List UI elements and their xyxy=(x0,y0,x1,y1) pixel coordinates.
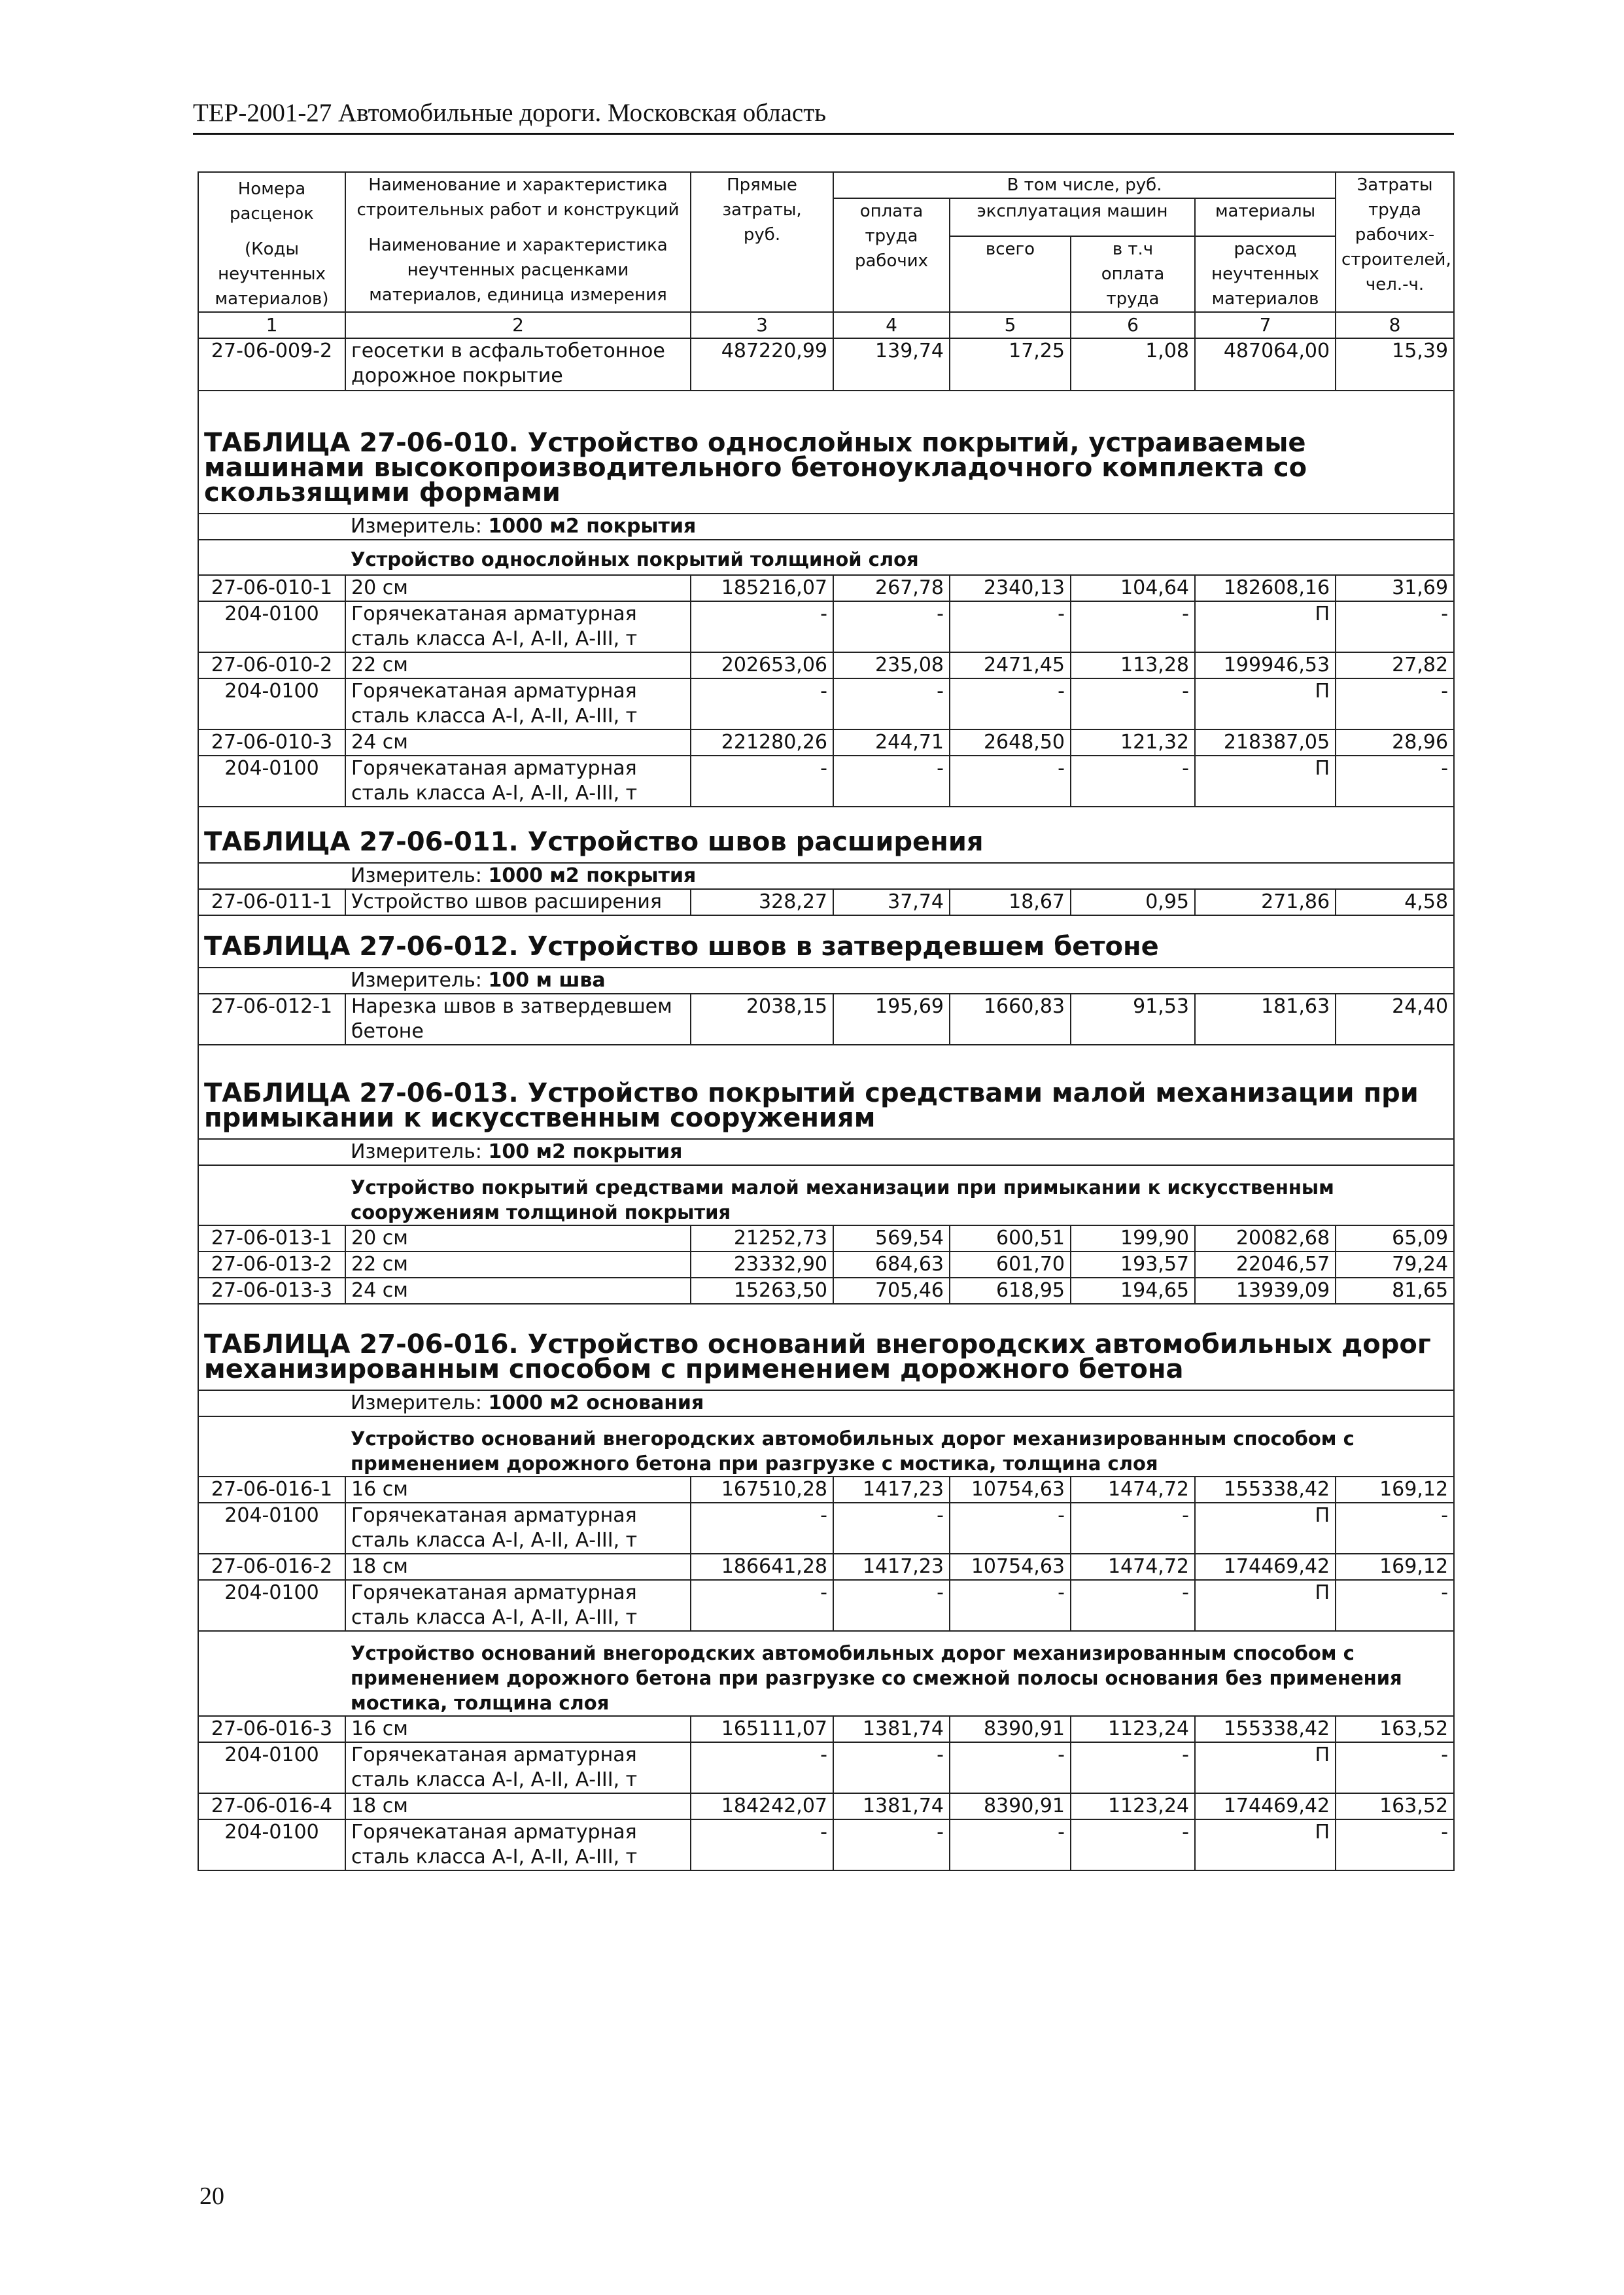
material-name: Горячекатаная арматурная сталь класса А-I, А-II, А-III, т xyxy=(345,678,691,729)
col-number: 4 xyxy=(833,312,950,338)
direct-cost: 165111,07 xyxy=(691,1716,833,1742)
column-header-row-1 xyxy=(198,172,1454,198)
rate-name: Нарезка швов в затвердевшем бетоне xyxy=(345,994,691,1045)
wages-cost: 235,08 xyxy=(833,652,950,678)
materials-cost: 174469,42 xyxy=(1195,1554,1336,1580)
rate-name: 20 см xyxy=(345,1225,691,1252)
direct-cost: - xyxy=(691,1580,833,1631)
wages-cost: 569,54 xyxy=(833,1225,950,1252)
rates-grid xyxy=(198,171,1455,1871)
measure-label: Измеритель: xyxy=(351,864,482,887)
material-row xyxy=(198,678,1454,729)
materials-cost: 155338,42 xyxy=(1195,1716,1336,1742)
rate-name: 24 см xyxy=(345,1278,691,1304)
labor-hours: - xyxy=(1336,1819,1454,1870)
labor-hours: - xyxy=(1336,601,1454,652)
machines-cost: 10754,63 xyxy=(950,1477,1071,1503)
col-number: 3 xyxy=(691,312,833,338)
machines-wages-cost: - xyxy=(1071,1503,1195,1554)
direct-cost: - xyxy=(691,756,833,807)
labor-hours: 79,24 xyxy=(1336,1252,1454,1278)
subhead: Устройство покрытий средствами малой механизации при примыкании к искусственным сооружениям толщиной покрытия xyxy=(198,1165,1454,1225)
rate-name: 22 см xyxy=(345,652,691,678)
rate-code: 27-06-013-3 xyxy=(198,1278,345,1304)
wages-cost: 139,74 xyxy=(833,338,950,391)
wages-cost: 244,71 xyxy=(833,729,950,756)
materials-cost: 218387,05 xyxy=(1195,729,1336,756)
wages-cost: 267,78 xyxy=(833,575,950,601)
machines-wages-cost: - xyxy=(1071,678,1195,729)
wages-cost: 705,46 xyxy=(833,1278,950,1304)
material-row xyxy=(198,601,1454,652)
material-code: 204-0100 xyxy=(198,1580,345,1631)
table-row xyxy=(198,1554,1454,1580)
measure-unit xyxy=(198,1390,1454,1416)
measure-value: 100 м2 покрытия xyxy=(488,1140,683,1163)
machines-cost: 2648,50 xyxy=(950,729,1071,756)
machines-cost: - xyxy=(950,1503,1071,1554)
labor-hours: - xyxy=(1336,1580,1454,1631)
machines-wages-cost: - xyxy=(1071,1742,1195,1793)
wages-cost: - xyxy=(833,1503,950,1554)
wages-cost: 684,63 xyxy=(833,1252,950,1278)
wages-cost: - xyxy=(833,1819,950,1870)
col-head-name xyxy=(345,172,691,312)
materials-cost: П xyxy=(1195,1503,1336,1554)
machines-cost: - xyxy=(950,1819,1071,1870)
materials-cost: 199946,53 xyxy=(1195,652,1336,678)
material-name: Горячекатаная арматурная сталь класса А-I, А-II, А-III, т xyxy=(345,1503,691,1554)
machines-wages-cost: 104,64 xyxy=(1071,575,1195,601)
machines-cost: 8390,91 xyxy=(950,1716,1071,1742)
machines-cost: 18,67 xyxy=(950,889,1071,915)
header-rule xyxy=(193,133,1454,135)
table-title: ТАБЛИЦА 27-06-013. Устройство покрытий средствами малой механизации при примыкании к искусственным сооружениям xyxy=(198,1045,1454,1139)
material-code: 204-0100 xyxy=(198,1819,345,1870)
wages-cost: 1417,23 xyxy=(833,1554,950,1580)
direct-cost: - xyxy=(691,678,833,729)
material-code: 204-0100 xyxy=(198,1503,345,1554)
machines-cost: 2471,45 xyxy=(950,652,1071,678)
machines-cost: - xyxy=(950,1742,1071,1793)
material-row xyxy=(198,1819,1454,1870)
rate-code: 27-06-011-1 xyxy=(198,889,345,915)
table-title: ТАБЛИЦА 27-06-011. Устройство швов расширения xyxy=(198,807,1454,863)
measure-label: Измеритель: xyxy=(351,969,482,992)
direct-cost: 186641,28 xyxy=(691,1554,833,1580)
rate-code: 27-06-010-1 xyxy=(198,575,345,601)
rates-table xyxy=(198,171,1453,1871)
direct-cost: 185216,07 xyxy=(691,575,833,601)
wages-cost: 1381,74 xyxy=(833,1716,950,1742)
labor-hours: - xyxy=(1336,1503,1454,1554)
rate-name: 18 см xyxy=(345,1554,691,1580)
machines-cost: 1660,83 xyxy=(950,994,1071,1045)
table-row xyxy=(198,575,1454,601)
material-row xyxy=(198,756,1454,807)
wages-cost: - xyxy=(833,756,950,807)
rate-name: 22 см xyxy=(345,1252,691,1278)
table-row xyxy=(198,338,1454,391)
labor-hours: - xyxy=(1336,756,1454,807)
rate-name: Устройство швов расширения xyxy=(345,889,691,915)
materials-cost: 182608,16 xyxy=(1195,575,1336,601)
col-number: 1 xyxy=(198,312,345,338)
table-title-row xyxy=(198,391,1454,514)
measure-value: 1000 м2 покрытия xyxy=(488,515,697,538)
machines-wages-cost: 1123,24 xyxy=(1071,1793,1195,1819)
labor-hours: - xyxy=(1336,1742,1454,1793)
table-title: ТАБЛИЦА 27-06-016. Устройство оснований внегородских автомобильных дорог механизированным способом с применением дорожного бетона xyxy=(198,1304,1454,1390)
direct-cost: - xyxy=(691,1819,833,1870)
col-head-incl: В том числе, руб. xyxy=(833,172,1336,198)
measure-label: Измеритель: xyxy=(351,1140,482,1163)
measure-row xyxy=(198,514,1454,540)
direct-cost: 487220,99 xyxy=(691,338,833,391)
direct-cost: - xyxy=(691,1742,833,1793)
direct-cost: - xyxy=(691,1503,833,1554)
wages-cost: - xyxy=(833,1742,950,1793)
rate-name: 16 см xyxy=(345,1716,691,1742)
measure-row xyxy=(198,1390,1454,1416)
material-row xyxy=(198,1503,1454,1554)
machines-cost: - xyxy=(950,601,1071,652)
labor-hours: - xyxy=(1336,678,1454,729)
materials-cost: П xyxy=(1195,756,1336,807)
machines-cost: 618,95 xyxy=(950,1278,1071,1304)
table-row xyxy=(198,889,1454,915)
materials-cost: 271,86 xyxy=(1195,889,1336,915)
table-row xyxy=(198,1793,1454,1819)
materials-cost: 13939,09 xyxy=(1195,1278,1336,1304)
labor-hours: 24,40 xyxy=(1336,994,1454,1045)
measure-label: Измеритель: xyxy=(351,1392,482,1414)
measure-label: Измеритель: xyxy=(351,515,482,538)
labor-hours: 169,12 xyxy=(1336,1554,1454,1580)
col-number: 5 xyxy=(950,312,1071,338)
direct-cost: 2038,15 xyxy=(691,994,833,1045)
table-title-row xyxy=(198,1045,1454,1139)
col-head-labor: Затраты труда рабочих-строителей, чел.-ч. xyxy=(1336,172,1454,312)
labor-hours: 31,69 xyxy=(1336,575,1454,601)
machines-wages-cost: - xyxy=(1071,1819,1195,1870)
labor-hours: 81,65 xyxy=(1336,1278,1454,1304)
materials-cost: П xyxy=(1195,678,1336,729)
subhead-row xyxy=(198,1631,1454,1716)
col-head-machines-wages: в т.ч оплата труда xyxy=(1071,236,1195,312)
material-code: 204-0100 xyxy=(198,1742,345,1793)
col-head-direct: Прямые затраты, руб. xyxy=(691,172,833,312)
wages-cost: 195,69 xyxy=(833,994,950,1045)
table-title-row xyxy=(198,915,1454,968)
table-title-row xyxy=(198,1304,1454,1390)
machines-cost: 10754,63 xyxy=(950,1554,1071,1580)
table-row xyxy=(198,652,1454,678)
machines-wages-cost: 199,90 xyxy=(1071,1225,1195,1252)
machines-cost: 2340,13 xyxy=(950,575,1071,601)
table-row xyxy=(198,1278,1454,1304)
measure-row xyxy=(198,968,1454,994)
machines-cost: - xyxy=(950,1580,1071,1631)
machines-wages-cost: 91,53 xyxy=(1071,994,1195,1045)
direct-cost: 328,27 xyxy=(691,889,833,915)
measure-unit xyxy=(198,968,1454,994)
col-head-code xyxy=(198,172,345,312)
subhead-row xyxy=(198,540,1454,575)
wages-cost: 1381,74 xyxy=(833,1793,950,1819)
table-title: ТАБЛИЦА 27-06-012. Устройство швов в затвердевшем бетоне xyxy=(198,915,1454,968)
material-name: Горячекатаная арматурная сталь класса А-I, А-II, А-III, т xyxy=(345,1580,691,1631)
materials-cost: 22046,57 xyxy=(1195,1252,1336,1278)
machines-wages-cost: 1474,72 xyxy=(1071,1477,1195,1503)
wages-cost: - xyxy=(833,1580,950,1631)
measure-value: 100 м шва xyxy=(488,969,606,992)
labor-hours: 28,96 xyxy=(1336,729,1454,756)
direct-cost: 202653,06 xyxy=(691,652,833,678)
page-number: 20 xyxy=(199,2182,224,2210)
direct-cost: 23332,90 xyxy=(691,1252,833,1278)
machines-wages-cost: - xyxy=(1071,601,1195,652)
machines-cost: 601,70 xyxy=(950,1252,1071,1278)
material-code: 204-0100 xyxy=(198,601,345,652)
material-row xyxy=(198,1742,1454,1793)
measure-unit xyxy=(198,514,1454,540)
direct-cost: 221280,26 xyxy=(691,729,833,756)
direct-cost: 15263,50 xyxy=(691,1278,833,1304)
running-header: ТЕР-2001-27 Автомобильные дороги. Московская область xyxy=(193,99,827,127)
materials-cost: 155338,42 xyxy=(1195,1477,1336,1503)
rate-name: геосетки в асфальтобетонное дорожное покрытие xyxy=(345,338,691,391)
table-row xyxy=(198,1252,1454,1278)
measure-value: 1000 м2 основания xyxy=(488,1392,704,1414)
col-head-code-label: Номера расценок xyxy=(229,179,315,224)
machines-wages-cost: 113,28 xyxy=(1071,652,1195,678)
machines-cost: - xyxy=(950,756,1071,807)
labor-hours: 65,09 xyxy=(1336,1225,1454,1252)
wages-cost: 37,74 xyxy=(833,889,950,915)
rate-code: 27-06-016-4 xyxy=(198,1793,345,1819)
col-number: 8 xyxy=(1336,312,1454,338)
labor-hours: 163,52 xyxy=(1336,1716,1454,1742)
table-title-row xyxy=(198,807,1454,863)
machines-wages-cost: 1474,72 xyxy=(1071,1554,1195,1580)
rate-name: 20 см xyxy=(345,575,691,601)
material-name: Горячекатаная арматурная сталь класса А-I, А-II, А-III, т xyxy=(345,756,691,807)
materials-cost: П xyxy=(1195,1580,1336,1631)
machines-wages-cost: - xyxy=(1071,756,1195,807)
labor-hours: 163,52 xyxy=(1336,1793,1454,1819)
subhead: Устройство оснований внегородских автомобильных дорог механизированным способом с применением дорожного бетона при разгрузке со смежной полосы основания без применения мостика, толщина слоя xyxy=(198,1631,1454,1716)
machines-cost: 17,25 xyxy=(950,338,1071,391)
table-title: ТАБЛИЦА 27-06-010. Устройство однослойных покрытий, устраиваемые машинами высокопроизводительного бетоноукладочного комплекта со скользящими формами xyxy=(198,391,1454,514)
materials-cost: 487064,00 xyxy=(1195,338,1336,391)
machines-wages-cost: - xyxy=(1071,1580,1195,1631)
machines-wages-cost: 193,57 xyxy=(1071,1252,1195,1278)
rate-name: 24 см xyxy=(345,729,691,756)
col-head-materials-sub: расход неучтенных материалов xyxy=(1195,236,1336,312)
machines-wages-cost: 1,08 xyxy=(1071,338,1195,391)
materials-cost: П xyxy=(1195,1819,1336,1870)
rate-code: 27-06-013-1 xyxy=(198,1225,345,1252)
machines-wages-cost: 0,95 xyxy=(1071,889,1195,915)
measure-value: 1000 м2 покрытия xyxy=(488,864,697,887)
labor-hours: 169,12 xyxy=(1336,1477,1454,1503)
col-head-machines: эксплуатация машин xyxy=(950,198,1195,236)
machines-wages-cost: 121,32 xyxy=(1071,729,1195,756)
subhead-row xyxy=(198,1165,1454,1225)
rate-code: 27-06-009-2 xyxy=(198,338,345,391)
materials-cost: 20082,68 xyxy=(1195,1225,1336,1252)
labor-hours: 4,58 xyxy=(1336,889,1454,915)
rate-code: 27-06-012-1 xyxy=(198,994,345,1045)
col-head-name-label: Наименование и характеристика строительных работ и конструкций xyxy=(356,175,680,220)
direct-cost: 21252,73 xyxy=(691,1225,833,1252)
labor-hours: 15,39 xyxy=(1336,338,1454,391)
material-code: 204-0100 xyxy=(198,678,345,729)
material-code: 204-0100 xyxy=(198,756,345,807)
rate-name: 16 см xyxy=(345,1477,691,1503)
subhead: Устройство однослойных покрытий толщиной слоя xyxy=(198,540,1454,575)
col-head-materials: материалы xyxy=(1195,198,1336,236)
measure-unit xyxy=(198,1139,1454,1165)
machines-cost: 8390,91 xyxy=(950,1793,1071,1819)
col-head-wages: оплата труда рабочих xyxy=(833,198,950,312)
material-row xyxy=(198,1580,1454,1631)
materials-cost: П xyxy=(1195,1742,1336,1793)
col-number: 2 xyxy=(345,312,691,338)
wages-cost: - xyxy=(833,678,950,729)
materials-cost: П xyxy=(1195,601,1336,652)
measure-unit xyxy=(198,863,1454,889)
rate-code: 27-06-016-3 xyxy=(198,1716,345,1742)
rate-code: 27-06-016-1 xyxy=(198,1477,345,1503)
machines-wages-cost: 1123,24 xyxy=(1071,1716,1195,1742)
materials-cost: 181,63 xyxy=(1195,994,1336,1045)
direct-cost: 184242,07 xyxy=(691,1793,833,1819)
col-number: 6 xyxy=(1071,312,1195,338)
table-row xyxy=(198,729,1454,756)
table-row xyxy=(198,1477,1454,1503)
measure-row xyxy=(198,863,1454,889)
table-row xyxy=(198,1225,1454,1252)
machines-wages-cost: 194,65 xyxy=(1071,1278,1195,1304)
col-head-machines-total: всего xyxy=(950,236,1071,312)
materials-cost: 174469,42 xyxy=(1195,1793,1336,1819)
material-name: Горячекатаная арматурная сталь класса А-I, А-II, А-III, т xyxy=(345,601,691,652)
direct-cost: - xyxy=(691,601,833,652)
measure-row xyxy=(198,1139,1454,1165)
col-head-code-sub: (Коды неучтенных материалов) xyxy=(215,239,329,309)
rate-name: 18 см xyxy=(345,1793,691,1819)
wages-cost: 1417,23 xyxy=(833,1477,950,1503)
subhead-row xyxy=(198,1416,1454,1477)
rate-code: 27-06-016-2 xyxy=(198,1554,345,1580)
direct-cost: 167510,28 xyxy=(691,1477,833,1503)
subhead: Устройство оснований внегородских автомобильных дорог механизированным способом с применением дорожного бетона при разгрузке с мостика, толщина слоя xyxy=(198,1416,1454,1477)
wages-cost: - xyxy=(833,601,950,652)
machines-cost: - xyxy=(950,678,1071,729)
material-name: Горячекатаная арматурная сталь класса А-I, А-II, А-III, т xyxy=(345,1742,691,1793)
material-name: Горячекатаная арматурная сталь класса А-I, А-II, А-III, т xyxy=(345,1819,691,1870)
column-number-row xyxy=(198,312,1454,338)
col-head-name-sub: Наименование и характеристика неучтенных расценками материалов, единица измерения xyxy=(368,236,668,305)
rate-code: 27-06-013-2 xyxy=(198,1252,345,1278)
machines-cost: 600,51 xyxy=(950,1225,1071,1252)
labor-hours: 27,82 xyxy=(1336,652,1454,678)
table-row xyxy=(198,1716,1454,1742)
col-number: 7 xyxy=(1195,312,1336,338)
rate-code: 27-06-010-3 xyxy=(198,729,345,756)
table-row xyxy=(198,994,1454,1045)
rate-code: 27-06-010-2 xyxy=(198,652,345,678)
